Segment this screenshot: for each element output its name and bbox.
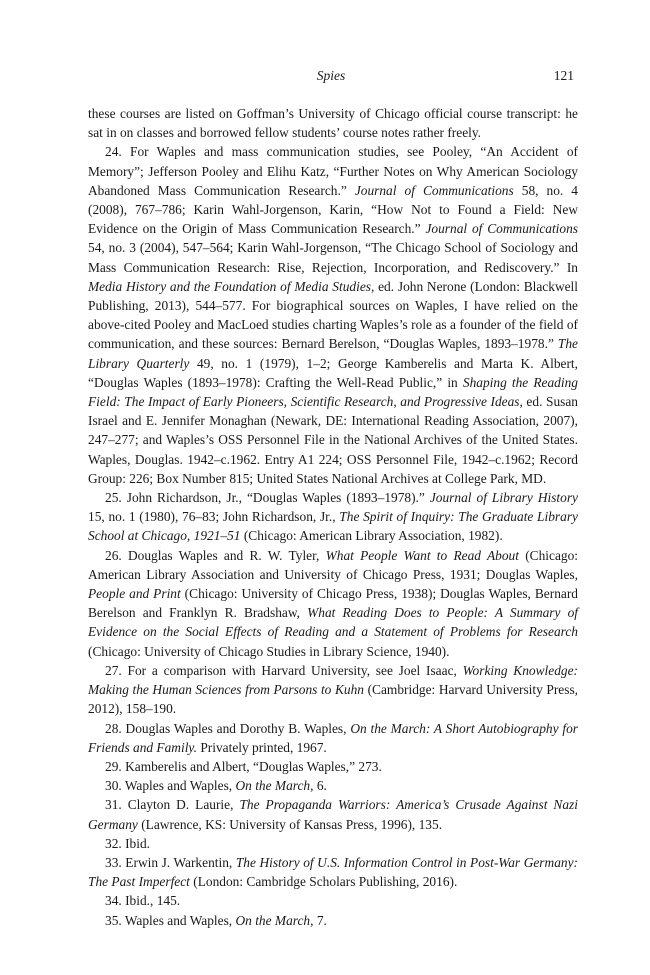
note-text: 32. Ibid.	[105, 835, 151, 851]
note-text: (London: Cambridge Scholars Publishing, 2016).	[189, 874, 458, 890]
endnotes-body	[88, 104, 578, 930]
running-head	[88, 66, 574, 86]
note-text: 49, no. 1 (1979), 1–2; George Kamberelis and Marta K. Albert, “Douglas Waples (1893–1978): Crafting the Well-Read Public,” in	[88, 355, 578, 390]
note-text: ed. Susan Israel and E. Jennifer Monaghan (Newark, DE: International Reading Association, 2007), 247–277; and Waples’s OSS Personnel File in the National Archives of the United States. Waples, Douglas. 1942–c.1962. Entry A1 224; OSS Personnel File, 1942–c.1962; Record Group: 226; Box Number 815; United States National Archives at College Park, MD.	[88, 394, 578, 486]
note-title-italic: Journal of Library History	[429, 490, 578, 506]
note-text: 24. For Waples and mass communication studies, see Pooley, “An Accident of Memory”; Jefferson Pooley and Elihu Katz, “Further Notes on Why American Sociology Abandoned Mass Communication Research.”	[88, 144, 578, 198]
note-continuation	[88, 104, 578, 142]
note-text: (Chicago: American Library Association and University of Chicago Press, 1931; Douglas Waples,	[88, 547, 579, 582]
note-33	[88, 853, 578, 891]
note-30	[88, 776, 578, 795]
note-title-italic: The Propaganda Warriors: America’s Crusade Against Nazi Germany	[88, 797, 578, 832]
note-title-italic: The Library Quarterly	[88, 336, 578, 371]
note-34	[88, 891, 578, 910]
note-text: 15, no. 1 (1980), 76–83; John Richardson, Jr.,	[88, 509, 340, 525]
note-title-italic: What People Want to Read About	[325, 547, 519, 563]
note-28	[88, 719, 578, 757]
note-text: 29. Kamberelis and Albert, “Douglas Waples,” 273.	[105, 758, 382, 774]
note-text: (Chicago: American Library Association, 1982).	[240, 528, 503, 544]
note-text: (Chicago: University of Chicago Studies in Library Science, 1940).	[88, 643, 450, 659]
note-title-italic: Working Knowledge: Making the Human Sciences from Parsons to Kuhn	[88, 662, 578, 698]
page-number: 121	[553, 68, 574, 83]
note-title-italic: On the March	[235, 778, 311, 794]
note-text: 35. Waples and Waples,	[105, 912, 236, 928]
note-text: 34. Ibid., 145.	[105, 893, 181, 909]
note-title-italic: The History of U.S. Information Control in Post-War Germany: The Past Imperfect	[88, 854, 578, 890]
note-text: 54, no. 3 (2004), 547–564; Karin Wahl-Jorgenson, “The Chicago School of Sociology and Mass Communication Research: Rise, Rejection, Incorporation, and Rediscovery.” In	[88, 240, 578, 275]
note-text: 58, no. 4 (2008), 767–786; Karin Wahl-Jorgenson, Karin, “How Not to Found a Field: New Evidence on the Origin of Mass Communication Research.”	[88, 182, 579, 237]
note-title-italic: On the March	[235, 912, 311, 928]
note-35	[88, 911, 578, 930]
note-text: 33. Erwin J. Warkentin,	[105, 854, 236, 870]
note-text: , 6.	[310, 778, 327, 794]
running-head-title: Spies	[316, 68, 346, 83]
note-text: 28. Douglas Waples and Dorothy B. Waples,	[105, 720, 351, 736]
note-title-italic: Journal of Communications	[425, 221, 578, 237]
note-text: 25. John Richardson, Jr., “Douglas Waples (1893–1978).”	[105, 490, 430, 506]
note-29	[88, 757, 578, 776]
note-26	[88, 546, 578, 661]
note-27	[88, 661, 578, 719]
note-text: (Chicago: University of Chicago Press, 1938); Douglas Waples, Bernard Berelson and Franklyn R. Bradshaw,	[88, 586, 578, 621]
note-title-italic: The Spirit of Inquiry: The Graduate Library School at Chicago, 1921–51	[88, 509, 578, 544]
note-text: 27. For a comparison with Harvard University, see Joel Isaac,	[105, 662, 463, 678]
note-text: , 7.	[310, 912, 327, 928]
note-24	[88, 142, 578, 488]
note-text: these courses are listed on Goffman’s University of Chicago official course transcript: he sat in on classes and borrowed fellow students’ course notes rather freely.	[88, 106, 578, 141]
note-text: 31. Clayton D. Laurie,	[105, 797, 240, 813]
note-title-italic: Journal of Communications	[354, 182, 514, 198]
note-25	[88, 488, 578, 546]
note-text: , ed. John Nerone (London: Blackwell Publishing, 2013), 544–577. For biographical sources on Waples, I have relied on the above-cited Pooley and MacLoed studies charting Waples’s role as a founder of the field of communication, and these sources: Bernard Berelson, “Douglas Waples, 1893–1978.”	[88, 278, 578, 352]
note-text: (Cambridge: Harvard University Press, 2012), 158–190.	[88, 682, 578, 717]
note-31	[88, 795, 578, 833]
note-text: 30. Waples and Waples,	[105, 778, 236, 794]
note-title-italic: Shaping the Reading Field: The Impact of Early Pioneers, Scientific Research, and Progressive Ideas,	[88, 374, 578, 410]
note-title-italic: What Reading Does to People: A Summary of Evidence on the Social Effects of Reading and a Statement of Problems for Research	[88, 605, 578, 640]
note-text: 26. Douglas Waples and R. W. Tyler,	[105, 547, 326, 563]
note-title-italic: On the March: A Short Autobiography for Friends and Family.	[88, 720, 578, 755]
note-title-italic: People and Print	[88, 586, 181, 602]
note-text: (Lawrence, KS: University of Kansas Press, 1996), 135.	[137, 816, 443, 832]
note-text: Privately printed, 1967.	[196, 739, 327, 755]
note-title-italic: Media History and the Foundation of Media Studies	[88, 278, 371, 294]
note-32	[88, 834, 578, 853]
